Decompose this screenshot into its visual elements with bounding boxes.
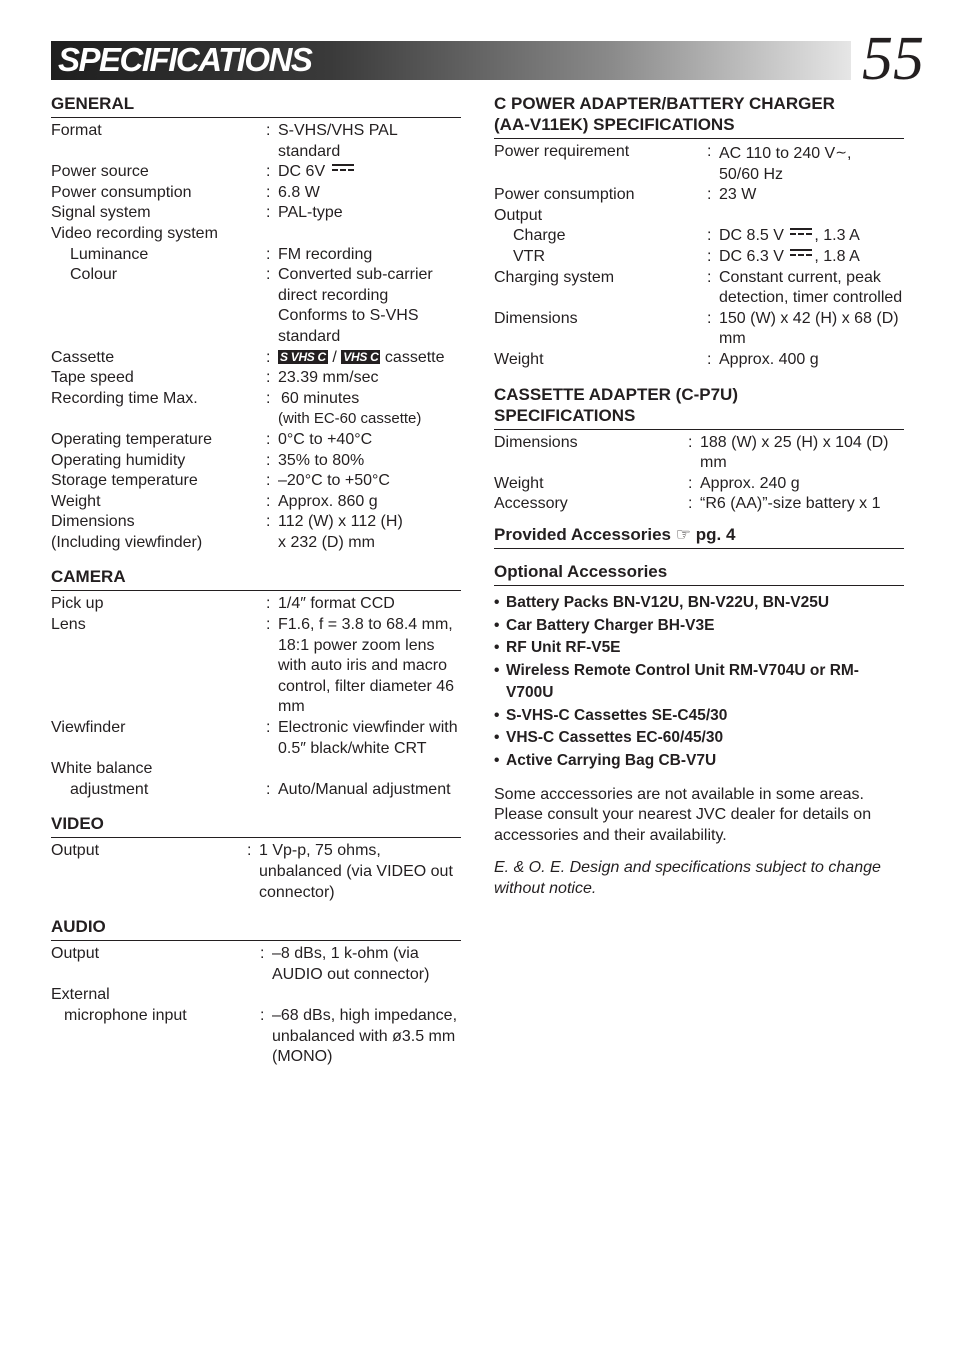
list-item: • Active Carrying Bag CB-V7U xyxy=(494,750,904,773)
spec-row xyxy=(51,1006,461,1068)
section-title-provided-accessories xyxy=(494,523,904,549)
spec-value: cassette xyxy=(384,348,445,366)
spec-row xyxy=(494,268,904,309)
spec-key: Format xyxy=(51,122,102,139)
dc-symbol-icon xyxy=(790,249,812,259)
spec-value: S-VHS/VHS PAL standard xyxy=(278,122,398,160)
colon: : xyxy=(266,451,271,469)
colon-blank xyxy=(266,533,278,554)
spec-key: Dimensions xyxy=(494,433,578,451)
spec-key: Tape speed xyxy=(51,369,134,387)
spacer xyxy=(494,552,904,560)
disclaimer: E. & O. E. Design and specifications subject to change without notice. xyxy=(494,859,881,898)
spec-value-cell xyxy=(719,226,904,247)
colon: : xyxy=(688,474,693,492)
colon: : xyxy=(266,389,271,407)
colon: : xyxy=(266,122,271,139)
spec-value: 35% to 80% xyxy=(278,451,365,469)
spec-value: 0°C to +40°C xyxy=(278,430,373,448)
spec-value: Approx. 240 g xyxy=(700,474,800,492)
colon: : xyxy=(707,143,712,160)
general-spec-table xyxy=(51,121,461,553)
spec-value-cell xyxy=(719,142,904,185)
spec-value-cell xyxy=(278,348,461,369)
spec-row xyxy=(51,944,461,985)
colon: : xyxy=(266,595,271,613)
spec-key: Operating humidity xyxy=(51,451,186,469)
audio-spec-table xyxy=(51,944,461,1068)
spec-row xyxy=(51,594,461,615)
svhs-c-logo: S VHS C xyxy=(280,349,326,364)
spec-key: (Including viewfinder) xyxy=(51,533,203,551)
cassette-adapter-spec-table xyxy=(494,433,904,515)
spec-key: Output xyxy=(51,842,100,860)
list-item: • Wireless Remote Control Unit RM-V704U or RM-V700U xyxy=(494,660,904,705)
adapter-spec-table xyxy=(494,142,904,371)
spec-key: Viewfinder xyxy=(51,719,126,737)
spec-key: Pick up xyxy=(51,595,104,613)
spec-key: Dimensions xyxy=(494,309,578,327)
spec-value: 60 minutes xyxy=(281,389,360,407)
colon: : xyxy=(260,945,265,963)
section-title-adapter xyxy=(494,92,904,139)
spec-key: Power requirement xyxy=(494,143,630,160)
spec-row xyxy=(51,718,461,759)
camera-spec-table xyxy=(51,594,461,800)
spec-row xyxy=(51,512,461,533)
spec-row xyxy=(51,451,461,472)
spec-key: External xyxy=(51,986,110,1004)
spacer xyxy=(494,371,904,383)
spec-key: Colour xyxy=(70,266,118,284)
spec-key: Output xyxy=(51,945,100,963)
dc-symbol-icon xyxy=(790,228,812,238)
spec-value: AC 110 to 240 V xyxy=(719,145,836,162)
colon: : xyxy=(266,616,271,634)
spec-row xyxy=(51,183,461,204)
spec-value-line2: 50/60 Hz xyxy=(719,165,784,183)
spec-value: DC 6.3 V xyxy=(719,247,784,265)
colon: : xyxy=(266,492,271,510)
vhs-c-logo: VHS C xyxy=(343,349,379,364)
spec-value-cell xyxy=(278,162,461,183)
ac-symbol-icon: ∼ xyxy=(835,144,847,160)
spec-row xyxy=(494,185,904,206)
spec-key: Power consumption xyxy=(494,186,635,204)
spec-key: Storage temperature xyxy=(51,472,198,490)
section-title-optional-accessories: Optional Accessories xyxy=(494,560,904,586)
list-item: • Car Battery Charger BH-V3E xyxy=(494,615,904,638)
colon: : xyxy=(260,1006,265,1024)
spec-row xyxy=(494,350,904,371)
spec-row xyxy=(51,471,461,492)
colon: : xyxy=(266,719,271,737)
spec-row xyxy=(51,265,461,347)
spec-value: –20°C to +50°C xyxy=(278,472,390,490)
spec-value: Approx. 400 g xyxy=(719,350,819,368)
colon: : xyxy=(688,495,693,513)
spec-value: PAL-type xyxy=(278,204,343,222)
spec-row xyxy=(51,985,461,1006)
spec-key: White balance xyxy=(51,760,153,778)
dc-symbol-icon xyxy=(332,164,354,174)
colon: : xyxy=(266,430,271,448)
spec-key: VTR xyxy=(513,247,545,265)
spec-value: 6.8 W xyxy=(278,183,320,201)
spec-key: Weight xyxy=(494,474,544,492)
spec-row xyxy=(494,309,904,350)
spec-key: Output xyxy=(494,206,543,224)
spacer xyxy=(494,515,904,523)
colon: : xyxy=(266,183,271,201)
list-item: • S-VHS-C Cassettes SE-C45/30 xyxy=(494,705,904,728)
spec-key: Signal system xyxy=(51,204,151,222)
spec-key: microphone input xyxy=(64,1006,187,1024)
spec-value: Converted sub-carrier direct recording Conforms to S-VHS standard xyxy=(278,266,433,345)
spec-row xyxy=(51,841,461,903)
spec-row xyxy=(494,247,904,268)
spec-value: 1/4″ format CCD xyxy=(278,595,395,613)
section-title-line: CASSETTE ADAPTER (C-P7U) xyxy=(494,384,738,404)
section-title-audio: AUDIO xyxy=(51,915,461,941)
spec-value: 1 Vp-p, 75 ohms, unbalanced (via VIDEO out connector) xyxy=(259,842,453,901)
spec-value: Auto/Manual adjustment xyxy=(278,780,451,798)
colon: : xyxy=(266,369,271,387)
spec-row xyxy=(51,121,461,162)
spec-row xyxy=(51,224,461,245)
spec-key: Power consumption xyxy=(51,183,192,201)
spec-row xyxy=(51,162,461,183)
spec-key: Power source xyxy=(51,163,149,181)
spec-row xyxy=(51,368,461,389)
spacer xyxy=(51,553,461,565)
page-title: SPECIFICATIONS xyxy=(58,41,312,78)
spec-key: Cassette xyxy=(51,348,115,366)
colon: : xyxy=(707,268,712,286)
section-title-cassette-adapter xyxy=(494,383,904,430)
spec-value: 23 W xyxy=(719,186,757,204)
section-title-general: GENERAL xyxy=(51,92,461,118)
page-number: 55 xyxy=(862,25,924,93)
spacer xyxy=(51,800,461,812)
spec-value-line2: (with EC-60 cassette) xyxy=(278,410,422,428)
spec-row xyxy=(51,759,461,780)
colon: : xyxy=(707,186,712,204)
spec-key: Charge xyxy=(513,227,566,245)
colon: : xyxy=(266,780,271,798)
section-title-camera: CAMERA xyxy=(51,565,461,591)
colon: : xyxy=(247,842,252,860)
spec-key: Lens xyxy=(51,616,86,634)
spec-value: 23.39 mm/sec xyxy=(278,369,379,387)
spec-value: “R6 (AA)”-size battery x 1 xyxy=(700,495,881,513)
spec-row xyxy=(51,203,461,224)
spec-key: Accessory xyxy=(494,495,568,513)
colon: : xyxy=(707,350,712,368)
spec-row xyxy=(494,494,904,515)
spec-value: Approx. 860 g xyxy=(278,492,378,510)
logo-separator: / xyxy=(332,348,337,366)
spec-row xyxy=(494,433,904,474)
section-title-video: VIDEO xyxy=(51,812,461,838)
spec-key: Video recording system xyxy=(51,224,218,242)
spacer xyxy=(51,903,461,915)
spec-value: –8 dBs, 1 k-ohm (via AUDIO out connector) xyxy=(272,945,430,983)
spec-key: adjustment xyxy=(70,780,149,798)
colon: : xyxy=(266,472,271,490)
spec-value-suffix: , 1.3 A xyxy=(814,227,860,245)
section-title-line: SPECIFICATIONS xyxy=(494,405,636,425)
video-spec-table xyxy=(51,841,461,903)
spec-value: Electronic viewfinder with 0.5″ black/white CRT xyxy=(278,719,458,757)
spec-value-cell xyxy=(719,247,904,268)
spec-value: x 232 (D) mm xyxy=(278,533,375,551)
right-column xyxy=(494,92,904,900)
section-title-line: C POWER ADAPTER/BATTERY CHARGER xyxy=(494,94,835,113)
spec-row xyxy=(51,533,461,554)
colon: : xyxy=(707,309,712,327)
spec-value-suffix: , 1.8 A xyxy=(814,247,860,265)
spec-key: Weight xyxy=(494,350,544,368)
spec-row xyxy=(51,430,461,451)
spec-value: –68 dBs, high impedance, unbalanced with ø3.5 mm (MONO) xyxy=(272,1006,458,1066)
optional-accessories-list xyxy=(494,592,904,773)
colon: : xyxy=(266,266,271,284)
spec-row xyxy=(494,474,904,495)
spec-row xyxy=(51,492,461,513)
spec-value: DC 6V xyxy=(278,163,326,181)
colon: : xyxy=(707,227,712,245)
page-reference: pg. 4 xyxy=(695,524,736,544)
provided-accessories-label: Provided Accessories xyxy=(494,524,672,544)
spec-key: Luminance xyxy=(70,245,149,263)
section-title-line: (AA-V11EK) SPECIFICATIONS xyxy=(494,115,735,134)
spec-value-suffix: , xyxy=(846,145,852,162)
spec-key: Recording time Max. xyxy=(51,389,198,407)
spec-row xyxy=(51,615,461,718)
spec-row xyxy=(51,780,461,801)
list-item: • VHS-C Cassettes EC-60/45/30 xyxy=(494,727,904,750)
colon: : xyxy=(266,348,271,366)
availability-note: Some acccessories are not available in some areas. Please consult your nearest JVC dealer for details on accessories and their availability. xyxy=(494,785,872,844)
colon: : xyxy=(266,245,271,263)
spec-key: Charging system xyxy=(494,268,615,286)
list-item: • Battery Packs BN-V12U, BN-V22U, BN-V25U xyxy=(494,592,904,615)
colon: : xyxy=(266,513,271,531)
spec-value: 188 (W) x 25 (H) x 104 (D) mm xyxy=(700,433,889,472)
spec-row xyxy=(51,389,461,430)
colon: : xyxy=(707,247,712,265)
spec-value: FM recording xyxy=(278,245,373,263)
spec-value: 150 (W) x 42 (H) x 68 (D) mm xyxy=(719,309,899,348)
spec-value: DC 8.5 V xyxy=(719,227,784,245)
spec-value: 112 (W) x 112 (H) xyxy=(278,513,403,531)
spec-key: Dimensions xyxy=(51,513,135,531)
spec-key: Operating temperature xyxy=(51,430,212,448)
spec-row xyxy=(51,348,461,369)
pointing-hand-icon: ☞ xyxy=(675,524,691,544)
spec-value-cell xyxy=(278,389,461,430)
colon: : xyxy=(266,163,271,181)
left-column xyxy=(51,92,461,1068)
spec-row xyxy=(51,245,461,266)
spec-row xyxy=(494,226,904,247)
colon: : xyxy=(688,433,693,451)
spec-value: Constant current, peak detection, timer controlled xyxy=(719,268,903,307)
spec-key: Weight xyxy=(51,492,101,510)
colon: : xyxy=(266,204,271,222)
spec-row xyxy=(494,206,904,227)
list-item: • RF Unit RF-V5E xyxy=(494,637,904,660)
spec-value: F1.6, f = 3.8 to 68.4 mm, 18:1 power zoom lens with auto iris and macro control, filter diameter 46 mm xyxy=(278,616,455,716)
spec-row xyxy=(494,142,904,185)
